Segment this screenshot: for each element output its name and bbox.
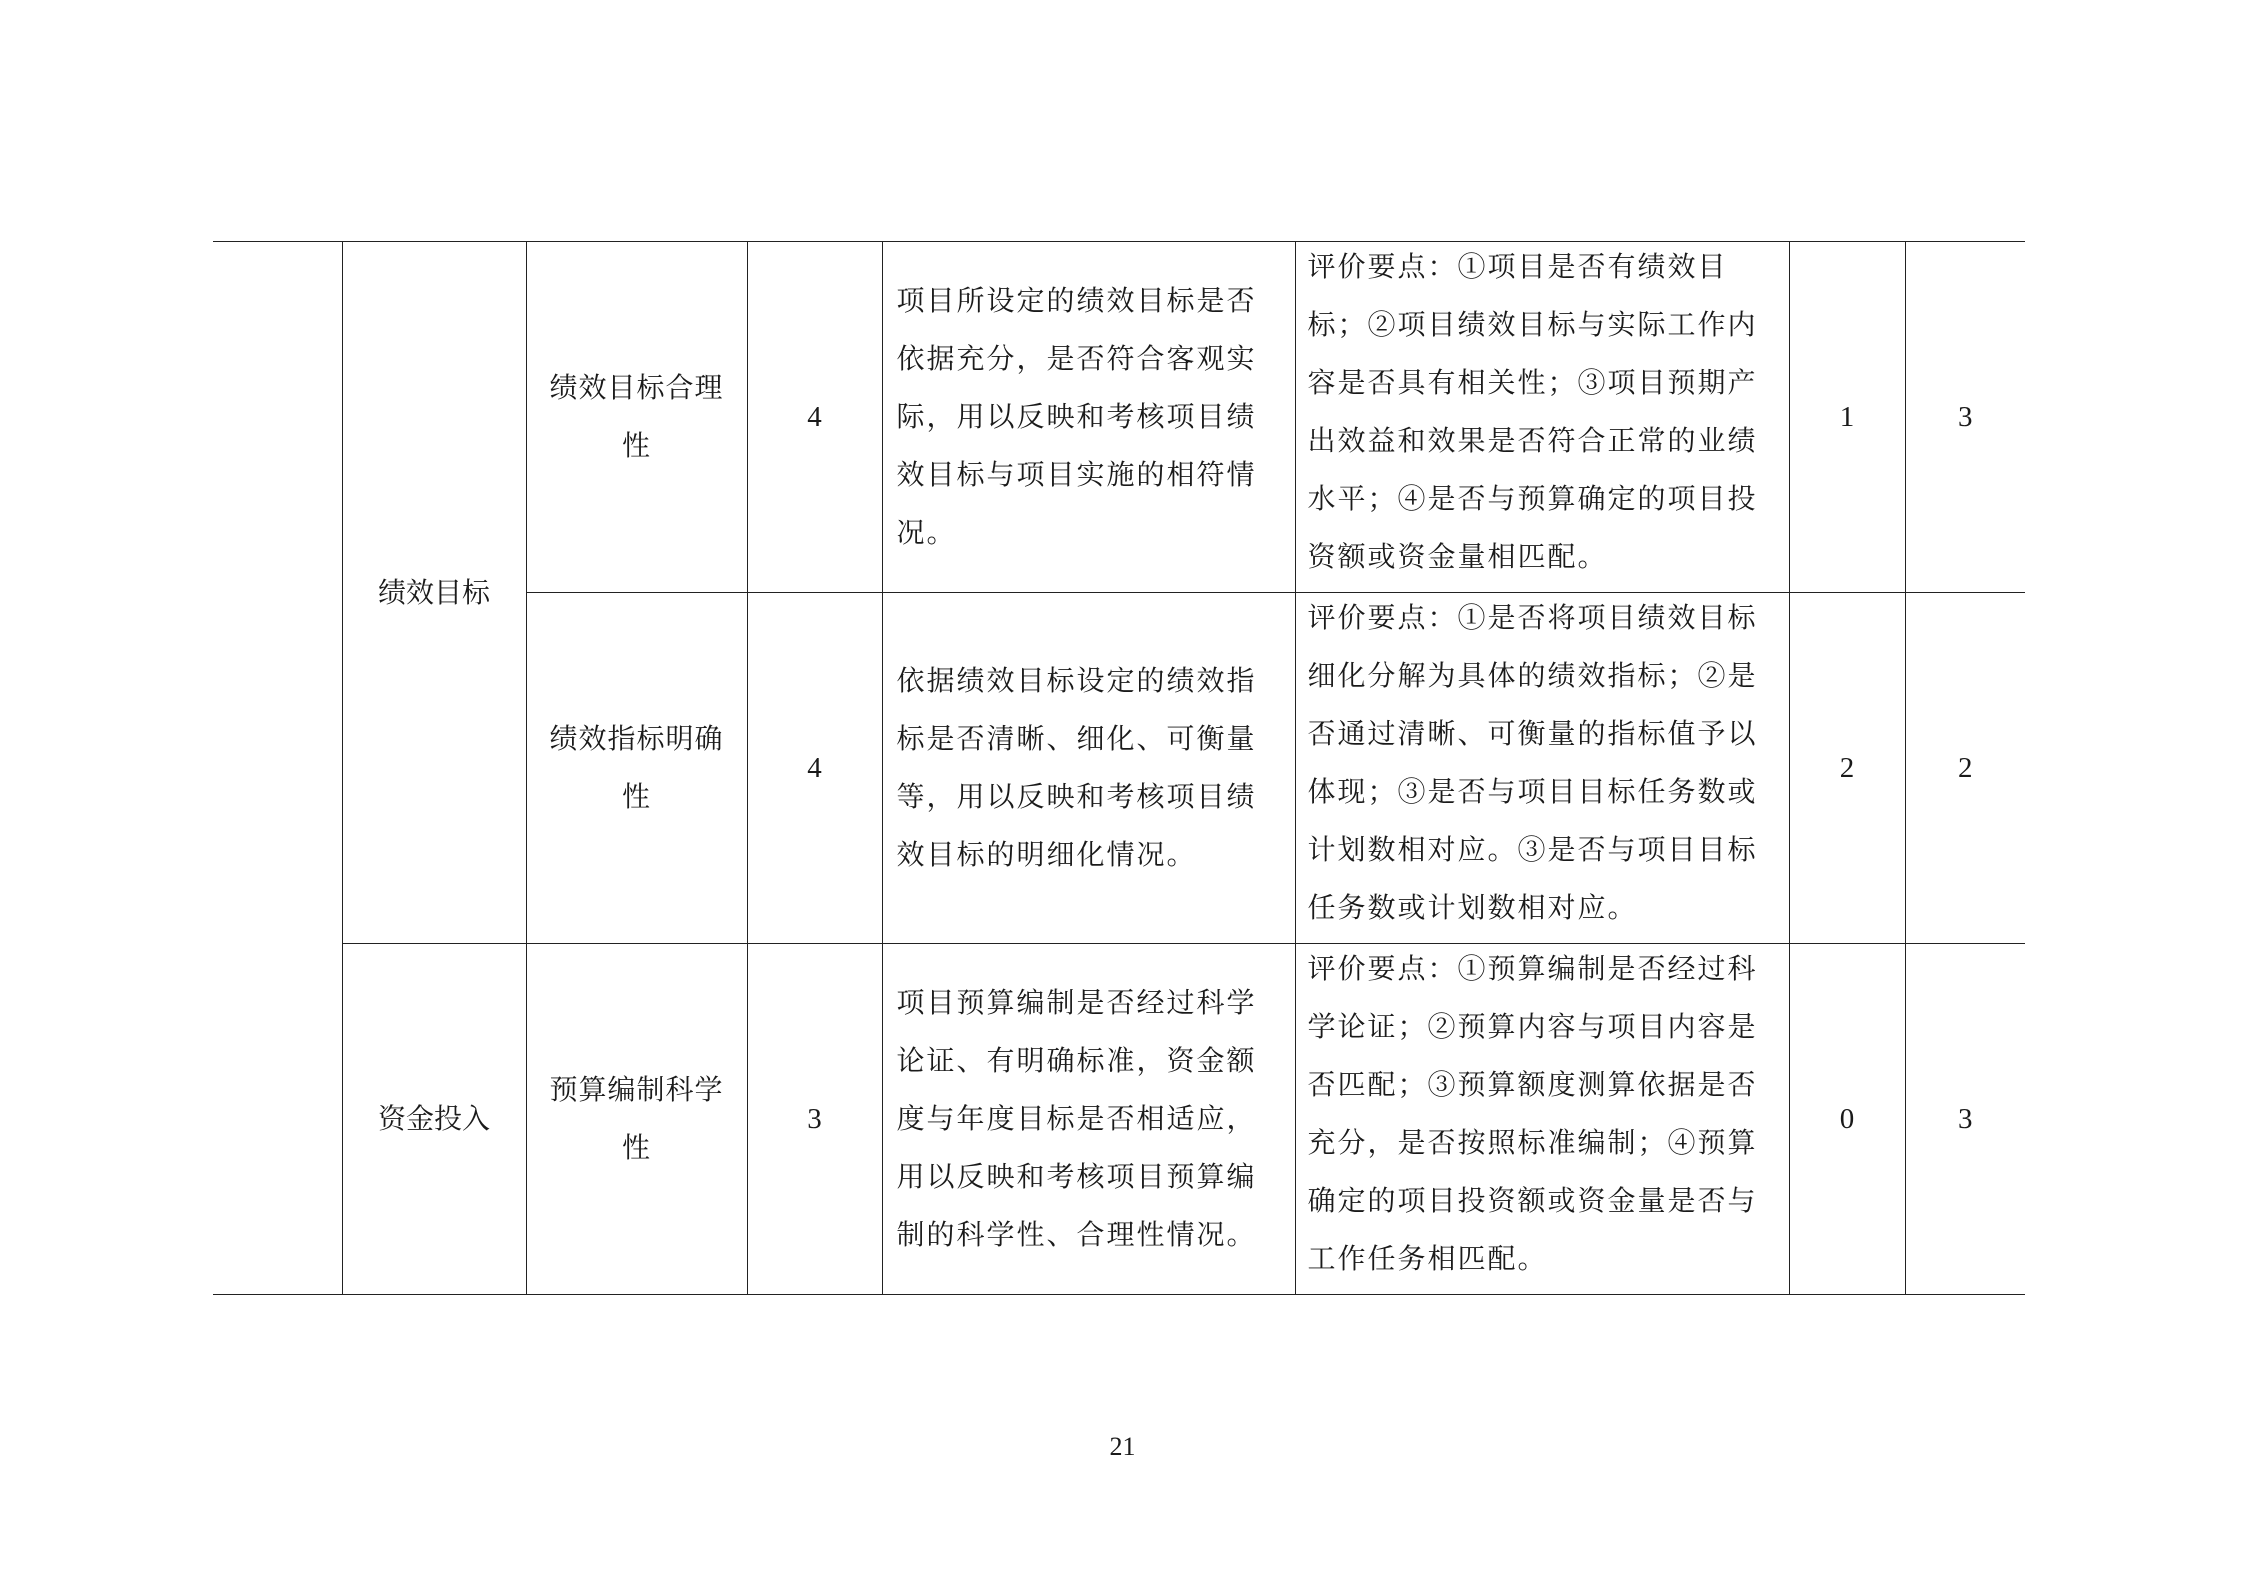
category-cell: 绩效目标: [342, 242, 526, 944]
page-number: 21: [1109, 1432, 1136, 1461]
criteria-text: 评价要点：①项目是否有绩效目标；②项目绩效目标与实际工作内容是否具有相关性；③项目预期产出效益和效果是否符合正常的业绩水平；④是否与预算确定的项目投资额或资金量相匹配。: [1307, 250, 1758, 573]
score-cell: 3: [1905, 944, 2025, 1295]
weight-cell: 3: [747, 944, 882, 1295]
description-cell: 依据绩效目标设定的绩效指标是否清晰、细化、可衡量等，用以反映和考核项目绩效目标的明细化情况。: [882, 593, 1295, 944]
description-cell: 项目预算编制是否经过科学论证、有明确标准，资金额度与年度目标是否相适应，用以反映和考核项目预算编制的科学性、合理性情况。: [882, 944, 1295, 1295]
description-cell: 项目所设定的绩效目标是否依据充分，是否符合客观实际，用以反映和考核项目绩效目标与项目实施的相符情况。: [882, 242, 1295, 593]
blank-first-column: [213, 242, 342, 1295]
evaluation-table: [213, 241, 2025, 1295]
criteria-cell: [1295, 944, 1789, 1295]
table-row: [213, 242, 2025, 593]
indicator-cell: 预算编制科学性: [526, 944, 747, 1295]
score-cell: 2: [1905, 593, 2025, 944]
deduction-cell: 2: [1789, 593, 1905, 944]
criteria-cell: [1295, 242, 1789, 593]
deduction-cell: 1: [1789, 242, 1905, 593]
criteria-text: 评价要点：①预算编制是否经过科学论证；②预算内容与项目内容是否匹配；③预算额度测算依据是否充分，是否按照标准编制；④预算确定的项目投资额或资金量是否与工作任务相匹配。: [1307, 952, 1758, 1275]
indicator-cell: 绩效目标合理性: [526, 242, 747, 593]
score-cell: 3: [1905, 242, 2025, 593]
table-row: [213, 944, 2025, 1295]
weight-cell: 4: [747, 593, 882, 944]
category-cell: 资金投入: [342, 944, 526, 1295]
criteria-text: 评价要点：①是否将项目绩效目标细化分解为具体的绩效指标；②是否通过清晰、可衡量的指标值予以体现；③是否与项目目标任务数或计划数相对应。③是否与项目目标任务数或计划数相对应。: [1307, 601, 1758, 924]
weight-cell: 4: [747, 242, 882, 593]
criteria-cell: [1295, 593, 1789, 944]
indicator-cell: 绩效指标明确性: [526, 593, 747, 944]
deduction-cell: 0: [1789, 944, 1905, 1295]
